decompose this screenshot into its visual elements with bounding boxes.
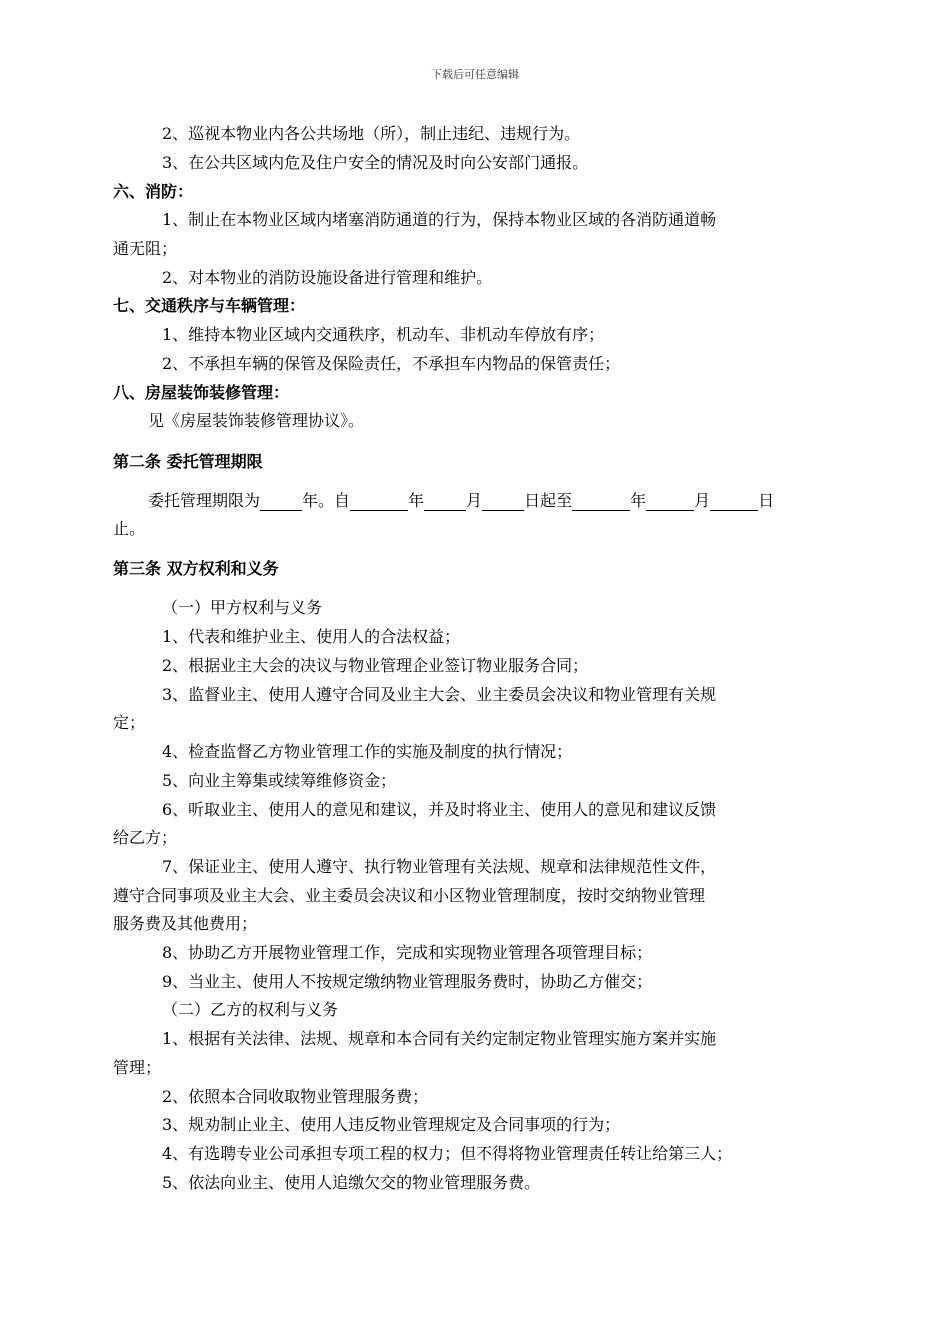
paragraph-line: 2、巡视本物业内各公共场地（所），制止违纪、违规行为。 [162, 124, 581, 143]
paragraph-line: 8、协助乙方开展物业管理工作，完成和实现物业管理各项管理目标； [162, 943, 653, 962]
term-text: 日起至 [524, 491, 573, 510]
paragraph-line: 遵守合同事项及业主大会、业主委员会决议和小区物业管理制度，按时交纳物业管理 [113, 886, 706, 905]
paragraph-line: 1、维持本物业区域内交通秩序，机动车、非机动车停放有序； [162, 325, 605, 344]
term-text: 委托管理期限为 [148, 491, 261, 510]
blank-end-day [710, 492, 758, 511]
paragraph-line: 7、保证业主、使用人遵守、执行物业管理有关法规、规章和法律规范性文件， [162, 857, 717, 876]
paragraph-line: 2、根据业主大会的决议与物业管理企业签订物业服务合同； [162, 656, 589, 675]
paragraph-line: 3、监督业主、使用人遵守合同及业主大会、业主委员会决议和物业管理有关规 [162, 685, 717, 704]
header-note: 下载后可任意编辑 [431, 68, 519, 81]
paragraph-line: 见《房屋装饰装修管理协议》。 [148, 411, 365, 430]
paragraph-line: 3、在公共区域内危及住户安全的情况及时向公安部门通报。 [162, 153, 589, 172]
paragraph-line: 通无阻； [113, 239, 178, 258]
paragraph-line: 3、规劝制止业主、使用人违反物业管理规定及合同事项的行为； [162, 1115, 621, 1134]
section-heading: 六、消防： [113, 182, 194, 201]
paragraph-line: 服务费及其他费用； [113, 914, 258, 933]
blank-years [260, 492, 302, 511]
paragraph-line: 9、当业主、使用人不按规定缴纳物业管理服务费时，协助乙方催交； [162, 972, 653, 991]
term-text: 年。自 [302, 491, 351, 510]
article-heading: 第三条 双方权利和义务 [113, 559, 279, 578]
term-text: 月 [694, 491, 711, 510]
paragraph-line: 1、根据有关法律、法规、规章和本合同有关约定制定物业管理实施方案并实施 [162, 1029, 717, 1048]
paragraph-line: 止。 [113, 519, 146, 538]
paragraph-line: 5、向业主筹集或续筹维修资金； [162, 771, 397, 790]
blank-end-month [646, 492, 694, 511]
term-text: 日 [758, 491, 775, 510]
paragraph-line: 6、听取业主、使用人的意见和建议，并及时将业主、使用人的意见和建议反馈 [162, 800, 717, 819]
paragraph-line: 1、代表和维护业主、使用人的合法权益； [162, 627, 461, 646]
article-heading: 第二条 委托管理期限 [113, 452, 263, 471]
paragraph-line: 4、有选聘专业公司承担专项工程的权力；但不得将物业管理责任转让给第三人； [162, 1144, 733, 1163]
paragraph-line: 定； [113, 713, 146, 732]
term-text: 年 [630, 491, 647, 510]
paragraph-line: 管理； [113, 1058, 162, 1077]
paragraph-line: 1、制止在本物业区域内堵塞消防通道的行为，保持本物业区域的各消防通道畅 [162, 210, 717, 229]
blank-start-month [424, 492, 466, 511]
subsection-heading: （二）乙方的权利与义务 [162, 1000, 339, 1019]
paragraph-line: 2、对本物业的消防设施设备进行管理和维护。 [162, 268, 493, 287]
term-text: 月 [466, 491, 483, 510]
term-text: 年 [408, 491, 425, 510]
blank-start-day [482, 492, 524, 511]
section-heading: 七、交通秩序与车辆管理： [113, 296, 306, 315]
blank-start-year [350, 492, 408, 511]
paragraph-line: 给乙方； [113, 828, 178, 847]
subsection-heading: （一）甲方权利与义务 [162, 598, 323, 617]
term-line [148, 491, 950, 511]
paragraph-line: 2、不承担车辆的保管及保险责任，不承担车内物品的保管责任； [162, 354, 621, 373]
paragraph-line: 2、依照本合同收取物业管理服务费； [162, 1087, 429, 1106]
paragraph-line: 4、检查监督乙方物业管理工作的实施及制度的执行情况； [162, 742, 573, 761]
paragraph-line: 5、依法向业主、使用人追缴欠交的物业管理服务费。 [162, 1173, 541, 1192]
section-heading: 八、房屋装饰装修管理： [113, 383, 290, 402]
blank-end-year [572, 492, 630, 511]
